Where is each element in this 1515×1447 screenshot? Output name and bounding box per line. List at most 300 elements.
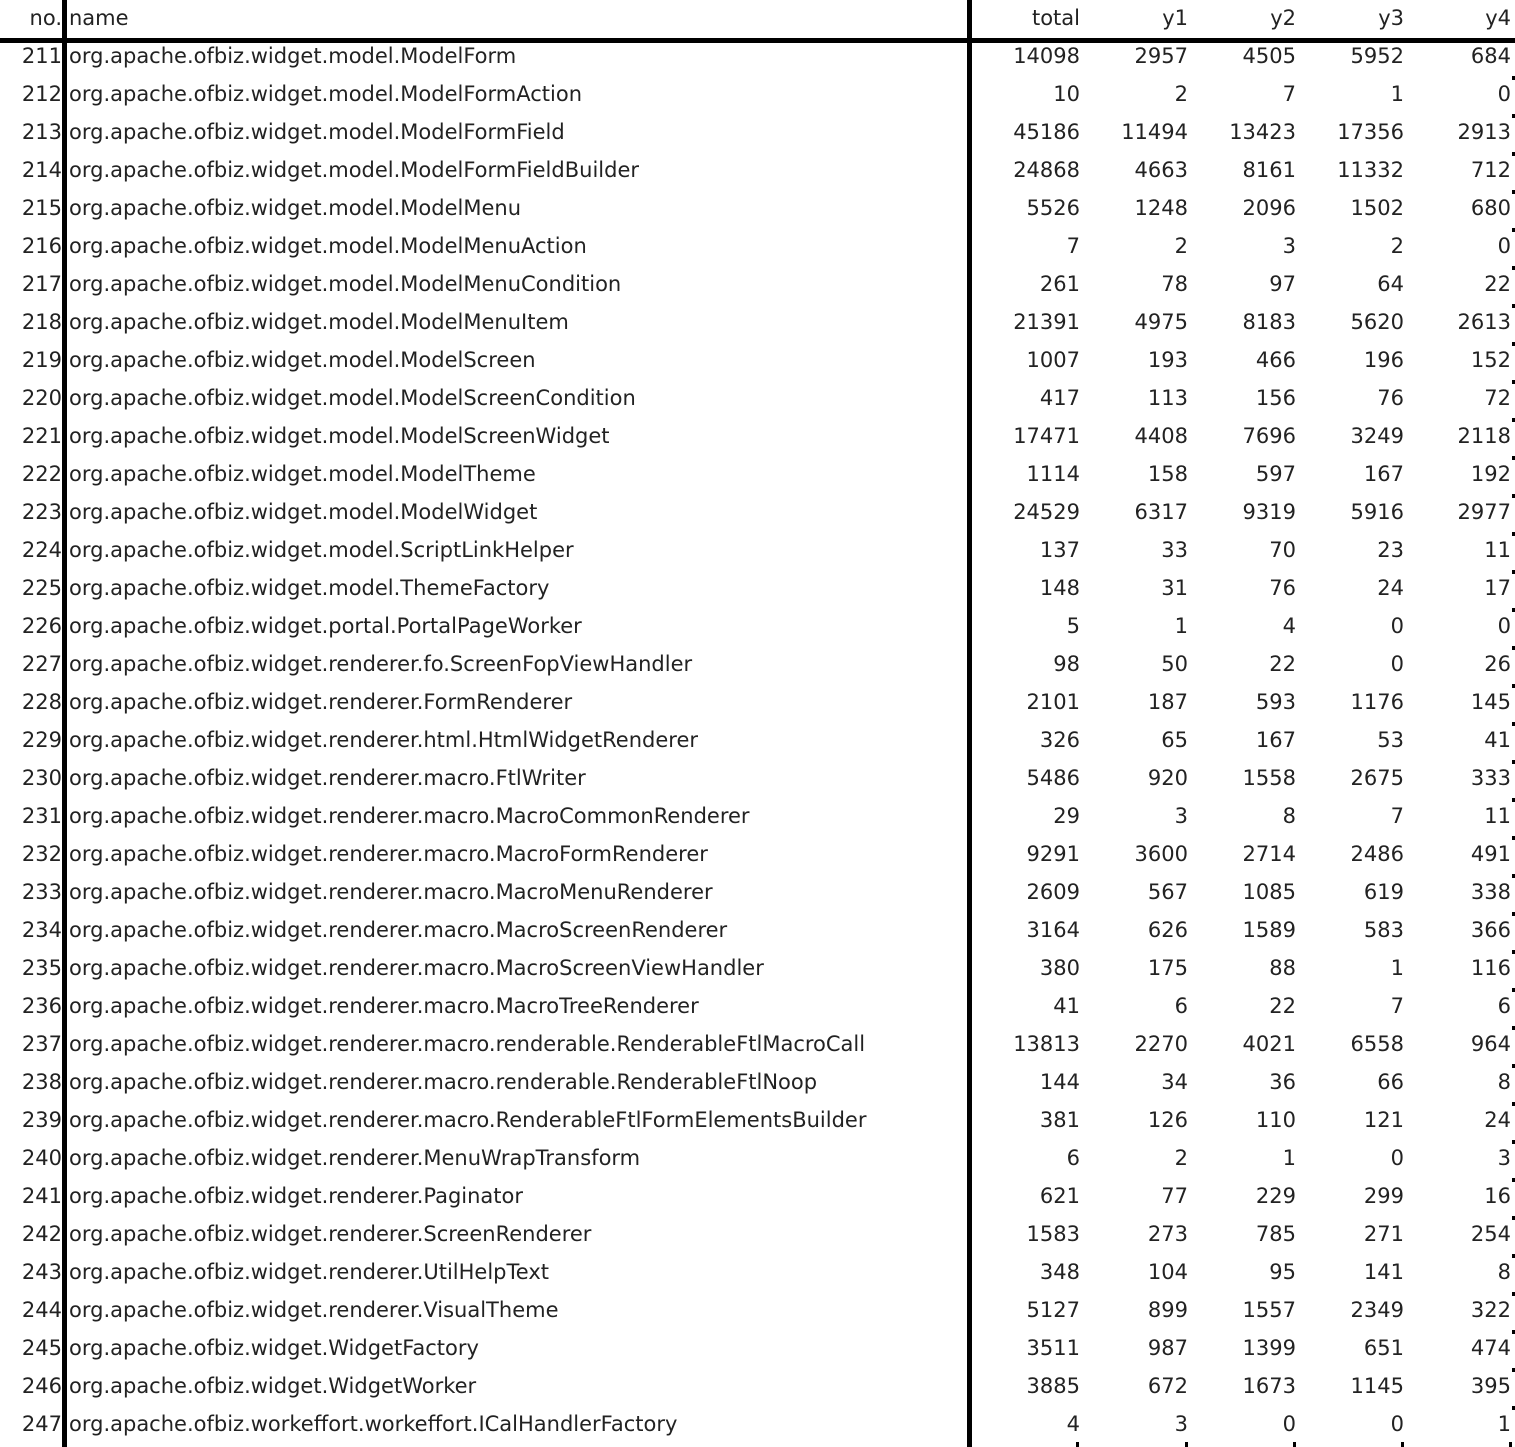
row-name: org.apache.ofbiz.workeffort.workeffort.ICalHandlerFactory (69, 1412, 678, 1436)
table-row (0, 759, 1515, 797)
row-y3: 11332 (1337, 158, 1404, 182)
row-y1: 33 (1161, 538, 1188, 562)
header-name: name (69, 6, 129, 30)
row-y1: 2 (1174, 82, 1188, 106)
row-y2: 88 (1269, 956, 1296, 980)
table-row (0, 1025, 1515, 1063)
row-y3: 1 (1390, 956, 1404, 980)
table-row (0, 113, 1515, 151)
table-row (0, 531, 1515, 569)
row-total: 137 (1039, 538, 1080, 562)
row-y2: 593 (1255, 690, 1296, 714)
row-y3: 167 (1363, 462, 1404, 486)
row-no: 243 (21, 1260, 62, 1284)
row-y4: 26 (1484, 652, 1511, 676)
row-y2: 76 (1269, 576, 1296, 600)
row-total: 13813 (1013, 1032, 1080, 1056)
row-y2: 7 (1282, 82, 1296, 106)
table-row (0, 151, 1515, 189)
row-y3: 121 (1363, 1108, 1404, 1132)
row-y2: 597 (1255, 462, 1296, 486)
row-y4: 3 (1497, 1146, 1511, 1170)
row-name: org.apache.ofbiz.widget.renderer.fo.ScreenFopViewHandler (69, 652, 693, 676)
row-no: 230 (21, 766, 62, 790)
row-name: org.apache.ofbiz.widget.model.ModelFormFieldBuilder (69, 158, 639, 182)
row-y2: 110 (1255, 1108, 1296, 1132)
bottom-tick (1293, 1442, 1296, 1447)
table-row (0, 873, 1515, 911)
row-no: 241 (21, 1184, 62, 1208)
row-total: 3511 (1026, 1336, 1080, 1360)
row-y1: 567 (1147, 880, 1188, 904)
row-y1: 77 (1161, 1184, 1188, 1208)
row-y2: 2096 (1242, 196, 1296, 220)
table-row (0, 1291, 1515, 1329)
row-name: org.apache.ofbiz.widget.model.ModelScreen (69, 348, 536, 372)
row-total: 3164 (1026, 918, 1080, 942)
row-total: 2101 (1026, 690, 1080, 714)
table-row (0, 1405, 1515, 1443)
row-name: org.apache.ofbiz.widget.model.ModelFormField (69, 120, 565, 144)
row-total: 5526 (1026, 196, 1080, 220)
row-y2: 70 (1269, 538, 1296, 562)
row-y4: 8 (1497, 1070, 1511, 1094)
row-y3: 0 (1390, 652, 1404, 676)
row-no: 229 (21, 728, 62, 752)
row-y3: 3249 (1350, 424, 1404, 448)
row-no: 211 (21, 44, 62, 68)
table-row (0, 1063, 1515, 1101)
row-y1: 78 (1161, 272, 1188, 296)
table-row (0, 835, 1515, 873)
row-y4: 22 (1484, 272, 1511, 296)
bottom-tick (1185, 1442, 1188, 1447)
row-name: org.apache.ofbiz.widget.model.ModelForm (69, 44, 517, 68)
row-name: org.apache.ofbiz.widget.renderer.Paginator (69, 1184, 524, 1208)
row-y1: 50 (1161, 652, 1188, 676)
row-total: 148 (1039, 576, 1080, 600)
row-y1: 1 (1174, 614, 1188, 638)
row-y3: 2 (1390, 234, 1404, 258)
row-total: 24529 (1013, 500, 1080, 524)
row-total: 144 (1039, 1070, 1080, 1094)
row-y1: 920 (1147, 766, 1188, 790)
row-y1: 3600 (1134, 842, 1188, 866)
table-row (0, 493, 1515, 531)
row-y1: 3 (1174, 1412, 1188, 1436)
table-row (0, 75, 1515, 113)
table-row (0, 911, 1515, 949)
row-no: 233 (21, 880, 62, 904)
row-y2: 36 (1269, 1070, 1296, 1094)
row-no: 228 (21, 690, 62, 714)
row-no: 235 (21, 956, 62, 980)
row-name: org.apache.ofbiz.widget.model.ModelMenuItem (69, 310, 569, 334)
row-y4: 338 (1470, 880, 1511, 904)
row-y3: 2349 (1350, 1298, 1404, 1322)
row-total: 17471 (1013, 424, 1080, 448)
row-y4: 395 (1470, 1374, 1511, 1398)
row-total: 1007 (1026, 348, 1080, 372)
row-total: 348 (1039, 1260, 1080, 1284)
bottom-tick (1076, 1442, 1079, 1447)
row-no: 247 (21, 1412, 62, 1436)
table-row (0, 341, 1515, 379)
row-no: 225 (21, 576, 62, 600)
row-y1: 4975 (1134, 310, 1188, 334)
row-y3: 141 (1363, 1260, 1404, 1284)
row-total: 4 (1066, 1412, 1080, 1436)
header-y4: y4 (1485, 6, 1511, 30)
table-row (0, 265, 1515, 303)
table-row (0, 569, 1515, 607)
row-y2: 785 (1255, 1222, 1296, 1246)
row-name: org.apache.ofbiz.widget.model.ThemeFactory (69, 576, 550, 600)
table-row (0, 189, 1515, 227)
row-y3: 0 (1390, 614, 1404, 638)
row-y1: 2 (1174, 1146, 1188, 1170)
row-y1: 3 (1174, 804, 1188, 828)
row-total: 14098 (1013, 44, 1080, 68)
row-y3: 1 (1390, 82, 1404, 106)
row-name: org.apache.ofbiz.widget.renderer.macro.FtlWriter (69, 766, 586, 790)
row-name: org.apache.ofbiz.widget.portal.PortalPageWorker (69, 614, 582, 638)
row-total: 326 (1039, 728, 1080, 752)
row-y3: 5620 (1350, 310, 1404, 334)
row-no: 226 (21, 614, 62, 638)
row-y3: 2486 (1350, 842, 1404, 866)
row-no: 232 (21, 842, 62, 866)
row-y4: 2913 (1457, 120, 1511, 144)
table-row (0, 1177, 1515, 1215)
row-y1: 65 (1161, 728, 1188, 752)
row-total: 1583 (1026, 1222, 1080, 1246)
table-row (0, 949, 1515, 987)
row-no: 237 (21, 1032, 62, 1056)
row-y3: 76 (1377, 386, 1404, 410)
row-y2: 8183 (1242, 310, 1296, 334)
row-y3: 2675 (1350, 766, 1404, 790)
row-no: 244 (21, 1298, 62, 1322)
row-y4: 2118 (1457, 424, 1511, 448)
row-y4: 72 (1484, 386, 1511, 410)
row-name: org.apache.ofbiz.widget.model.ModelMenuCondition (69, 272, 622, 296)
row-y4: 41 (1484, 728, 1511, 752)
row-y3: 23 (1377, 538, 1404, 562)
row-y4: 254 (1470, 1222, 1511, 1246)
row-y4: 16 (1484, 1184, 1511, 1208)
header-y1: y1 (1162, 6, 1188, 30)
table-row (0, 379, 1515, 417)
bottom-tick (1401, 1442, 1404, 1447)
row-y2: 3 (1282, 234, 1296, 258)
row-y2: 97 (1269, 272, 1296, 296)
row-no: 219 (21, 348, 62, 372)
row-no: 224 (21, 538, 62, 562)
row-y3: 6558 (1350, 1032, 1404, 1056)
table-row (0, 1139, 1515, 1177)
row-y4: 680 (1470, 196, 1511, 220)
row-name: org.apache.ofbiz.widget.renderer.macro.RenderableFtlFormElementsBuilder (69, 1108, 867, 1132)
row-y3: 66 (1377, 1070, 1404, 1094)
row-no: 221 (21, 424, 62, 448)
row-y3: 1502 (1350, 196, 1404, 220)
row-y3: 5952 (1350, 44, 1404, 68)
row-no: 227 (21, 652, 62, 676)
row-no: 212 (21, 82, 62, 106)
row-y2: 1558 (1242, 766, 1296, 790)
row-name: org.apache.ofbiz.widget.renderer.macro.MacroScreenRenderer (69, 918, 728, 942)
column-divider-name (967, 0, 972, 1447)
row-y1: 104 (1147, 1260, 1188, 1284)
row-name: org.apache.ofbiz.widget.renderer.VisualTheme (69, 1298, 559, 1322)
row-y3: 5916 (1350, 500, 1404, 524)
row-total: 45186 (1013, 120, 1080, 144)
row-y3: 53 (1377, 728, 1404, 752)
header-y3: y3 (1378, 6, 1404, 30)
row-no: 213 (21, 120, 62, 144)
table-row (0, 417, 1515, 455)
row-y1: 187 (1147, 690, 1188, 714)
row-y1: 126 (1147, 1108, 1188, 1132)
row-name: org.apache.ofbiz.widget.renderer.macro.MacroMenuRenderer (69, 880, 713, 904)
row-name: org.apache.ofbiz.widget.renderer.macro.MacroScreenViewHandler (69, 956, 764, 980)
row-no: 236 (21, 994, 62, 1018)
row-y4: 152 (1470, 348, 1511, 372)
row-y4: 0 (1497, 614, 1511, 638)
row-y1: 1248 (1134, 196, 1188, 220)
row-y4: 333 (1470, 766, 1511, 790)
row-y1: 158 (1147, 462, 1188, 486)
header-no: no. (29, 6, 62, 30)
row-y2: 0 (1282, 1412, 1296, 1436)
table-row (0, 1253, 1515, 1291)
row-y4: 964 (1470, 1032, 1511, 1056)
row-y2: 22 (1269, 994, 1296, 1018)
table-row (0, 455, 1515, 493)
row-name: org.apache.ofbiz.widget.renderer.macro.MacroFormRenderer (69, 842, 708, 866)
row-y3: 24 (1377, 576, 1404, 600)
row-y3: 0 (1390, 1412, 1404, 1436)
row-total: 7 (1066, 234, 1080, 258)
row-y1: 2 (1174, 234, 1188, 258)
row-name: org.apache.ofbiz.widget.model.ModelScreenCondition (69, 386, 636, 410)
row-y2: 1 (1282, 1146, 1296, 1170)
row-y3: 17356 (1337, 120, 1404, 144)
row-y3: 651 (1363, 1336, 1404, 1360)
row-y2: 95 (1269, 1260, 1296, 1284)
row-no: 218 (21, 310, 62, 334)
row-name: org.apache.ofbiz.widget.renderer.MenuWrapTransform (69, 1146, 641, 1170)
row-name: org.apache.ofbiz.widget.renderer.macro.MacroTreeRenderer (69, 994, 699, 1018)
row-total: 9291 (1026, 842, 1080, 866)
row-total: 29 (1053, 804, 1080, 828)
row-y2: 156 (1255, 386, 1296, 410)
table-row (0, 1367, 1515, 1405)
row-total: 24868 (1013, 158, 1080, 182)
row-no: 220 (21, 386, 62, 410)
row-y1: 34 (1161, 1070, 1188, 1094)
table-row (0, 37, 1515, 75)
header-total: total (1031, 6, 1080, 30)
row-y1: 113 (1147, 386, 1188, 410)
row-y4: 0 (1497, 82, 1511, 106)
row-y2: 7696 (1242, 424, 1296, 448)
row-y2: 22 (1269, 652, 1296, 676)
row-y1: 4663 (1134, 158, 1188, 182)
row-y4: 2977 (1457, 500, 1511, 524)
row-y2: 1557 (1242, 1298, 1296, 1322)
row-y1: 2957 (1134, 44, 1188, 68)
row-y2: 8 (1282, 804, 1296, 828)
row-y2: 1085 (1242, 880, 1296, 904)
table-row (0, 797, 1515, 835)
row-y4: 712 (1470, 158, 1511, 182)
table-row (0, 1215, 1515, 1253)
row-y4: 11 (1484, 538, 1511, 562)
row-y1: 899 (1147, 1298, 1188, 1322)
row-y4: 684 (1470, 44, 1511, 68)
row-y3: 1176 (1350, 690, 1404, 714)
row-y1: 31 (1161, 576, 1188, 600)
row-y2: 9319 (1242, 500, 1296, 524)
row-name: org.apache.ofbiz.widget.model.ModelWidget (69, 500, 538, 524)
table-row (0, 721, 1515, 759)
row-y4: 17 (1484, 576, 1511, 600)
row-y2: 229 (1255, 1184, 1296, 1208)
row-total: 41 (1053, 994, 1080, 1018)
row-name: org.apache.ofbiz.widget.renderer.macro.renderable.RenderableFtlNoop (69, 1070, 818, 1094)
row-no: 216 (21, 234, 62, 258)
row-name: org.apache.ofbiz.widget.renderer.macro.renderable.RenderableFtlMacroCall (69, 1032, 866, 1056)
row-name: org.apache.ofbiz.widget.model.ScriptLinkHelper (69, 538, 574, 562)
row-total: 417 (1039, 386, 1080, 410)
row-y1: 273 (1147, 1222, 1188, 1246)
row-no: 222 (21, 462, 62, 486)
row-no: 217 (21, 272, 62, 296)
row-y4: 366 (1470, 918, 1511, 942)
table-row (0, 1101, 1515, 1139)
row-y4: 2613 (1457, 310, 1511, 334)
table-row (0, 987, 1515, 1025)
row-name: org.apache.ofbiz.widget.renderer.UtilHelpText (69, 1260, 549, 1284)
row-y1: 11494 (1121, 120, 1188, 144)
row-total: 5 (1066, 614, 1080, 638)
table-row (0, 683, 1515, 721)
row-y4: 24 (1484, 1108, 1511, 1132)
row-total: 380 (1039, 956, 1080, 980)
row-total: 2609 (1026, 880, 1080, 904)
row-name: org.apache.ofbiz.widget.WidgetWorker (69, 1374, 477, 1398)
row-y1: 626 (1147, 918, 1188, 942)
row-y1: 2270 (1134, 1032, 1188, 1056)
row-y2: 4505 (1242, 44, 1296, 68)
row-y2: 8161 (1242, 158, 1296, 182)
row-no: 242 (21, 1222, 62, 1246)
row-no: 231 (21, 804, 62, 828)
row-no: 240 (21, 1146, 62, 1170)
row-total: 261 (1039, 272, 1080, 296)
row-y4: 322 (1470, 1298, 1511, 1322)
row-total: 381 (1039, 1108, 1080, 1132)
row-y3: 64 (1377, 272, 1404, 296)
row-no: 234 (21, 918, 62, 942)
row-total: 5486 (1026, 766, 1080, 790)
row-no: 245 (21, 1336, 62, 1360)
row-y4: 491 (1470, 842, 1511, 866)
row-name: org.apache.ofbiz.widget.renderer.html.HtmlWidgetRenderer (69, 728, 698, 752)
row-no: 214 (21, 158, 62, 182)
row-total: 98 (1053, 652, 1080, 676)
row-y3: 196 (1363, 348, 1404, 372)
row-y1: 4408 (1134, 424, 1188, 448)
row-no: 239 (21, 1108, 62, 1132)
row-y1: 175 (1147, 956, 1188, 980)
row-name: org.apache.ofbiz.widget.WidgetFactory (69, 1336, 479, 1360)
row-y4: 1 (1497, 1412, 1511, 1436)
row-y4: 8 (1497, 1260, 1511, 1284)
row-y4: 192 (1470, 462, 1511, 486)
row-y4: 116 (1470, 956, 1511, 980)
row-total: 621 (1039, 1184, 1080, 1208)
row-name: org.apache.ofbiz.widget.model.ModelTheme (69, 462, 536, 486)
row-no: 238 (21, 1070, 62, 1094)
row-y3: 619 (1363, 880, 1404, 904)
row-name: org.apache.ofbiz.widget.model.ModelMenuAction (69, 234, 587, 258)
row-no: 246 (21, 1374, 62, 1398)
row-name: org.apache.ofbiz.widget.model.ModelFormAction (69, 82, 583, 106)
table-row (0, 1329, 1515, 1367)
table-row (0, 645, 1515, 683)
row-y3: 7 (1390, 804, 1404, 828)
header-y2: y2 (1270, 6, 1296, 30)
column-divider-no (62, 0, 67, 1447)
row-y3: 1145 (1350, 1374, 1404, 1398)
row-y4: 0 (1497, 234, 1511, 258)
row-name: org.apache.ofbiz.widget.model.ModelScreenWidget (69, 424, 610, 448)
row-total: 5127 (1026, 1298, 1080, 1322)
row-y1: 672 (1147, 1374, 1188, 1398)
row-y4: 6 (1497, 994, 1511, 1018)
row-y3: 7 (1390, 994, 1404, 1018)
row-y2: 1399 (1242, 1336, 1296, 1360)
row-no: 215 (21, 196, 62, 220)
row-y4: 145 (1470, 690, 1511, 714)
row-y4: 11 (1484, 804, 1511, 828)
row-y2: 466 (1255, 348, 1296, 372)
table-row (0, 227, 1515, 265)
row-y2: 4021 (1242, 1032, 1296, 1056)
row-name: org.apache.ofbiz.widget.renderer.macro.MacroCommonRenderer (69, 804, 750, 828)
row-y2: 1673 (1242, 1374, 1296, 1398)
row-name: org.apache.ofbiz.widget.renderer.ScreenRenderer (69, 1222, 592, 1246)
row-y2: 167 (1255, 728, 1296, 752)
row-total: 1114 (1026, 462, 1080, 486)
row-y1: 987 (1147, 1336, 1188, 1360)
bottom-tick (1509, 1442, 1512, 1447)
row-y2: 13423 (1229, 120, 1296, 144)
row-y3: 583 (1363, 918, 1404, 942)
row-y1: 193 (1147, 348, 1188, 372)
row-y1: 6 (1174, 994, 1188, 1018)
row-y2: 4 (1282, 614, 1296, 638)
row-y1: 6317 (1134, 500, 1188, 524)
table-row (0, 303, 1515, 341)
row-total: 10 (1053, 82, 1080, 106)
row-total: 3885 (1026, 1374, 1080, 1398)
row-total: 6 (1066, 1146, 1080, 1170)
row-no: 223 (21, 500, 62, 524)
